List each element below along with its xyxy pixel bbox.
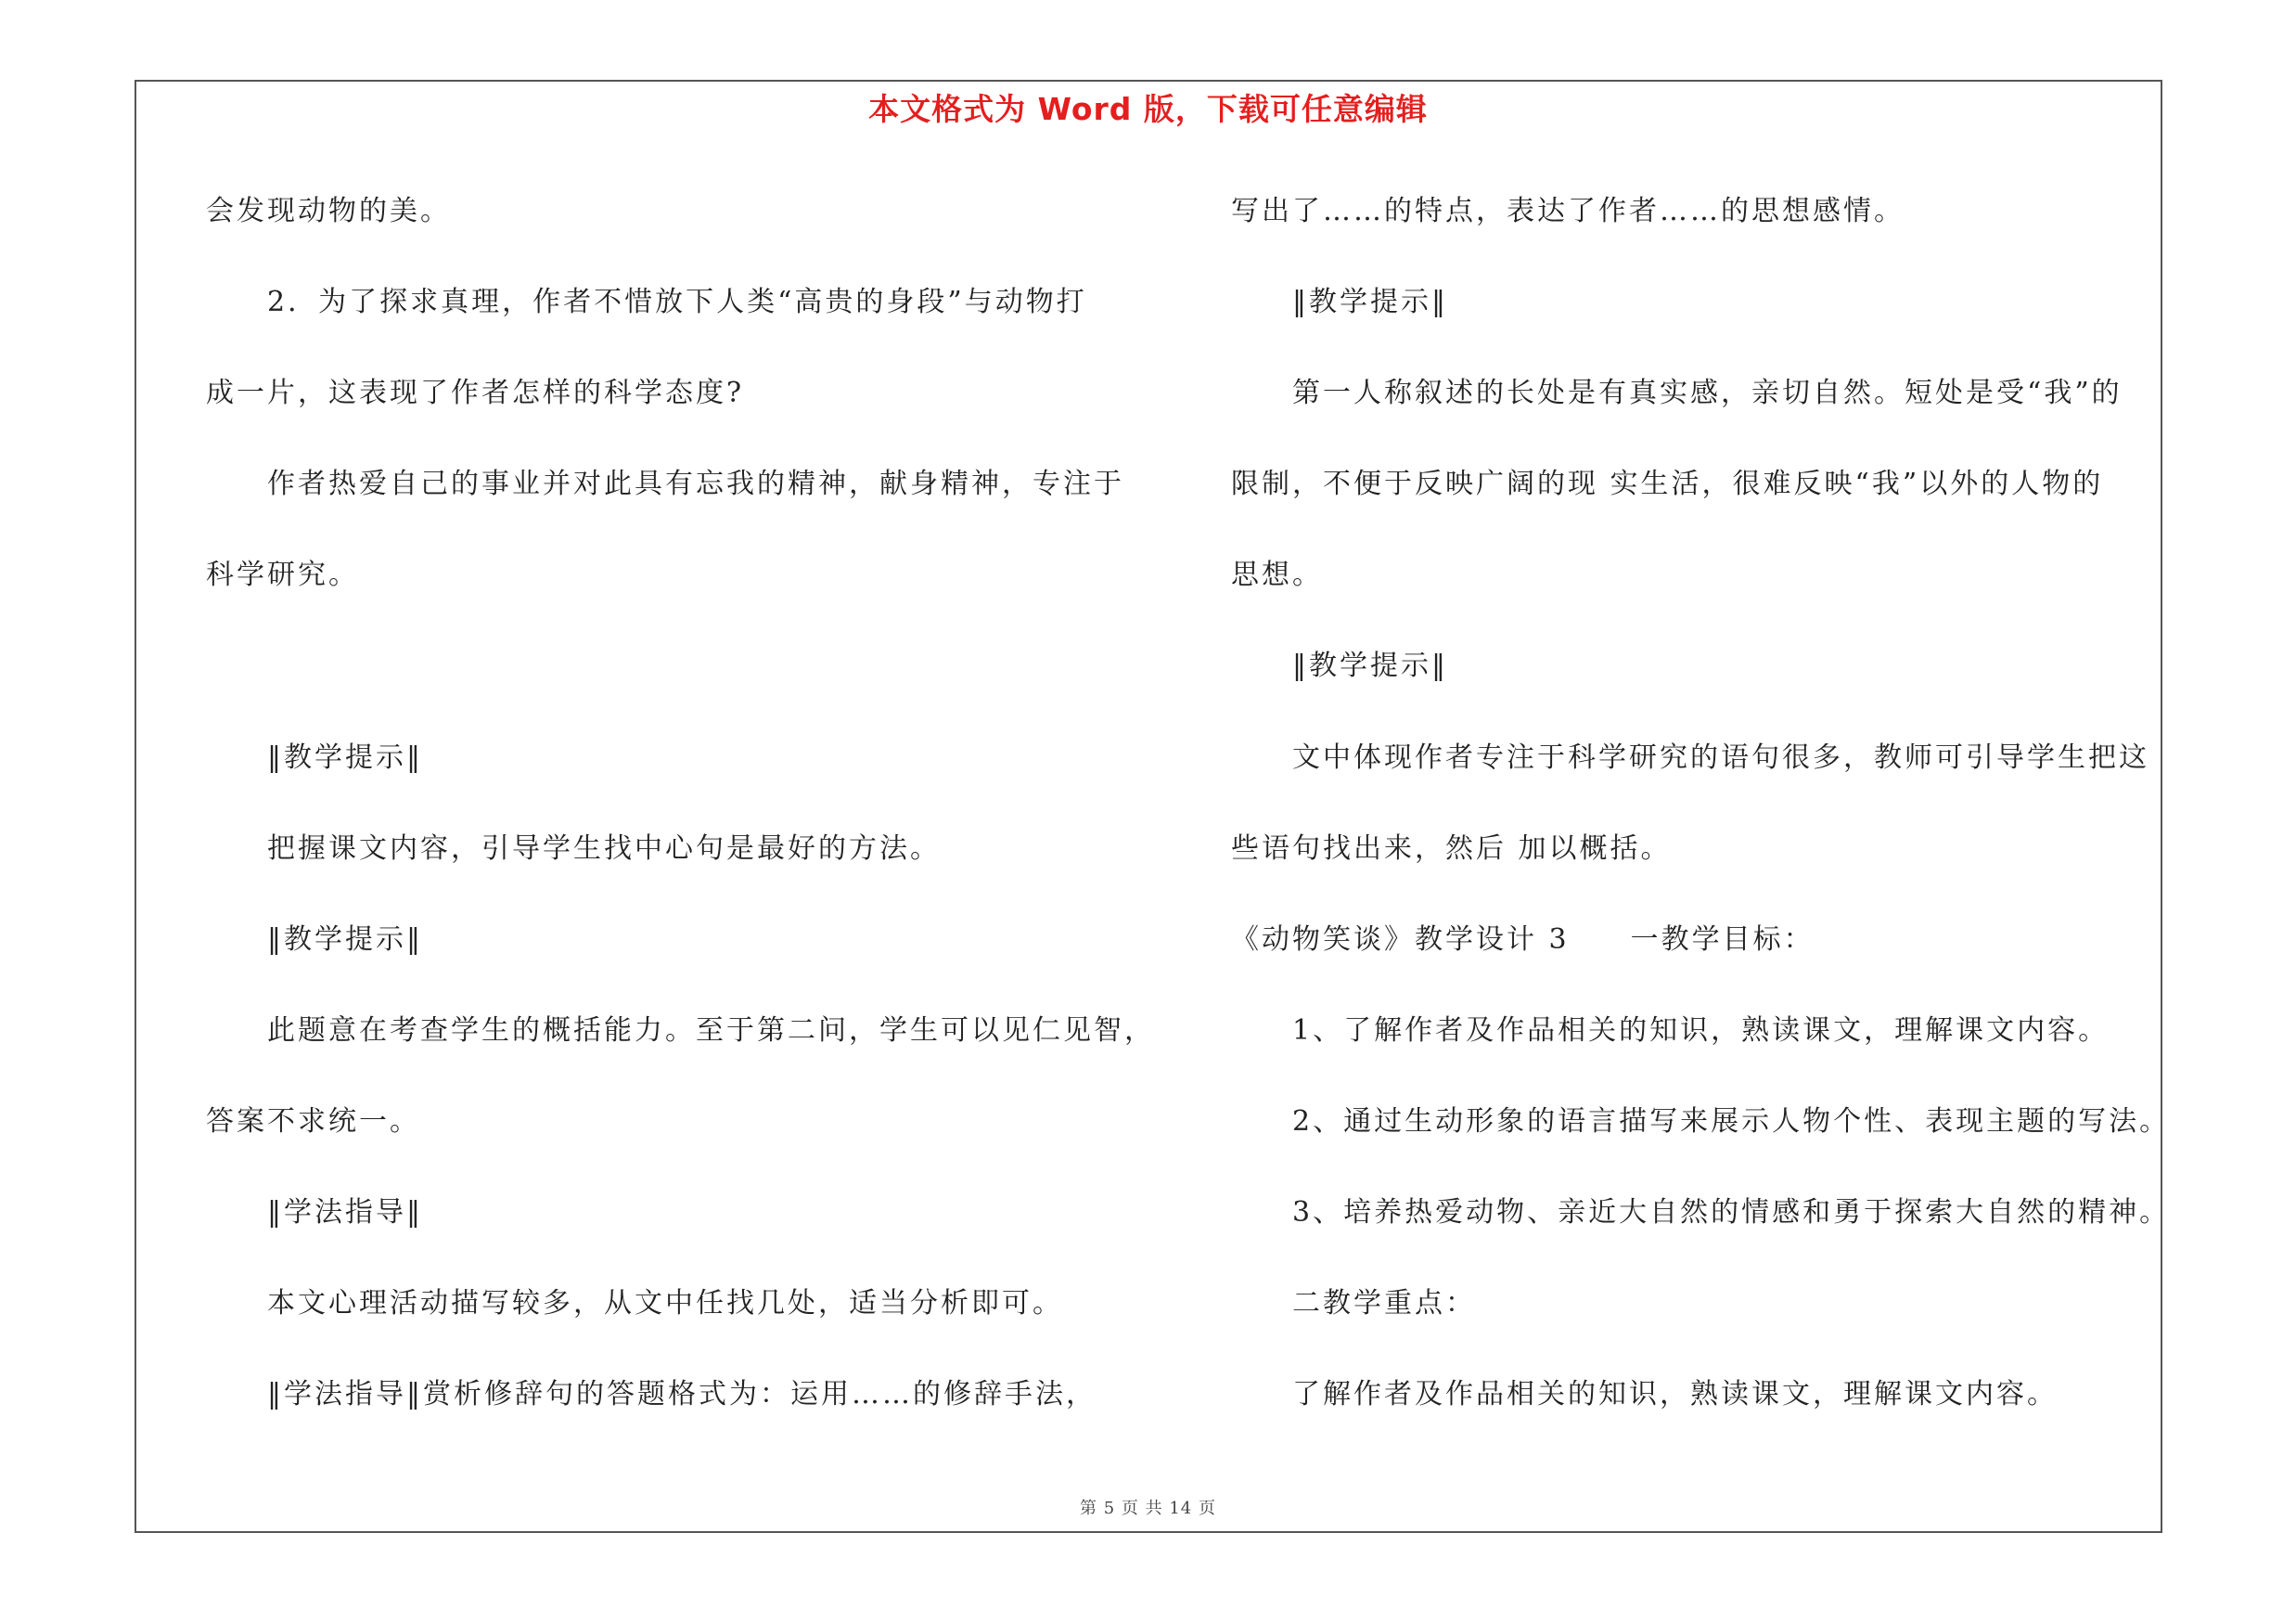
text-line: 本文心理活动描写较多，从文中任找几处，适当分析即可。 [267,1287,1063,1320]
format-banner: 本文格式为 Word 版，下载可任意编辑 [868,91,1428,127]
text-line: 科学研究。 [206,559,359,591]
section-heading: ‖教学提示‖ [267,923,423,956]
list-item: 1、了解作者及作品相关的知识，熟读课文，理解课文内容。 [1292,1014,2110,1047]
text-line: 答案不求统一。 [206,1105,420,1138]
section-title: 《动物笑谈》教学设计 3 一教学目标： [1231,923,1815,956]
text-line: 此题意在考查学生的概括能力。至于第二问，学生可以见仁见智， [267,1014,1155,1047]
section-heading: ‖学法指导‖ [267,1196,423,1229]
text-line: 些语句找出来，然后 加以概括。 [1231,832,1672,865]
text-line: 文中体现作者专注于科学研究的语句很多，教师可引导学生把这 [1292,741,2149,774]
text-line: 思想。 [1231,559,1323,591]
list-item: 2、通过生动形象的语言描写来展示人物个性、表现主题的写法。 [1292,1105,2171,1138]
text-line: ‖学法指导‖赏析修辞句的答题格式为：运用……的修辞手法， [267,1378,1097,1410]
text-line: 第一人称叙述的长处是有真实感，亲切自然。短处是受“我”的 [1292,377,2123,409]
text-line: 会发现动物的美。 [206,195,451,227]
list-item: 3、培养热爱动物、亲近大自然的情感和勇于探索大自然的精神。 [1292,1196,2171,1229]
section-heading: ‖教学提示‖ [1292,650,1448,682]
text-line: 把握课文内容，引导学生找中心句是最好的方法。 [267,832,941,865]
text-line: 2．为了探求真理，作者不惜放下人类“高贵的身段”与动物打 [267,286,1087,318]
section-heading: ‖教学提示‖ [267,741,423,774]
section-heading: 二教学重点： [1292,1287,1476,1320]
page-number: 第 5 页 共 14 页 [1080,1499,1216,1518]
text-line: 作者热爱自己的事业并对此具有忘我的精神，献身精神，专注于 [267,468,1124,500]
text-line: 成一片，这表现了作者怎样的科学态度? [206,377,745,409]
text-line: 了解作者及作品相关的知识，熟读课文，理解课文内容。 [1292,1378,2058,1410]
text-line: 限制，不便于反映广阔的现 实生活，很难反映“我”以外的人物的 [1231,468,2104,500]
text-line: 写出了……的特点，表达了作者……的思想感情。 [1231,195,1905,227]
section-heading: ‖教学提示‖ [1292,286,1448,318]
